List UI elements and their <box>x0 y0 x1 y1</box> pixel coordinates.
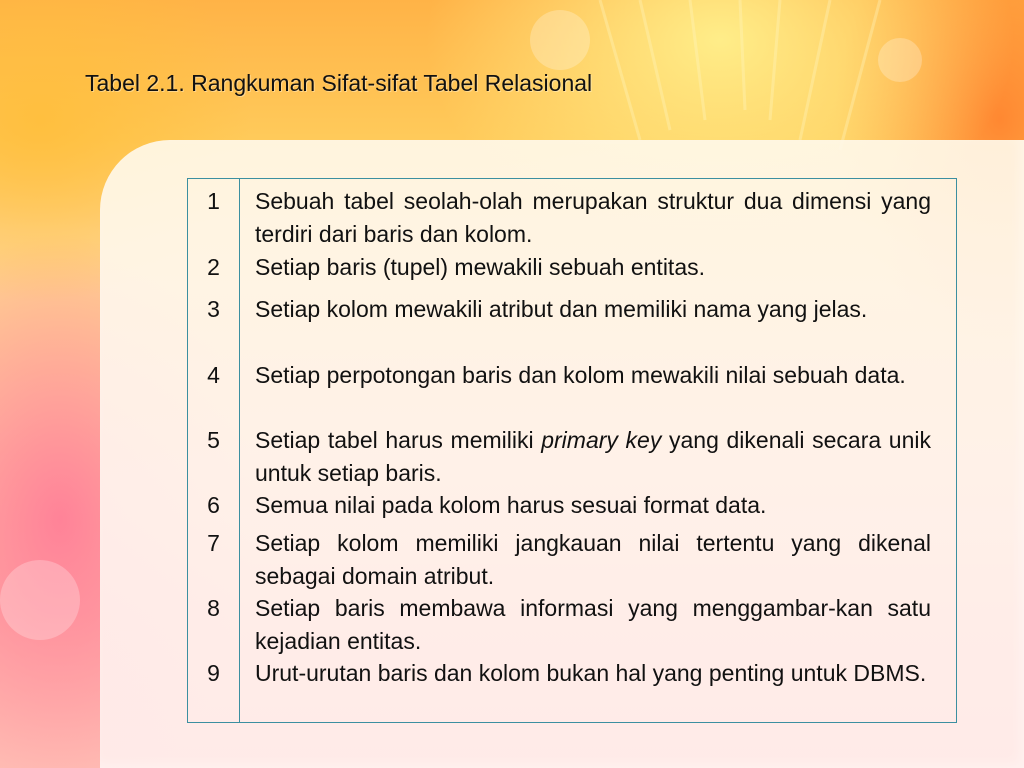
row-text: Sebuah tabel seolah-olah merupakan struktur dua dimensi yang terdiri dari baris dan kolom. <box>255 188 931 247</box>
row-number: 2 <box>207 254 220 280</box>
row-text: Setiap perpotongan baris dan kolom mewakili nilai sebuah data. <box>255 362 906 388</box>
page-title: Tabel 2.1. Rangkuman Sifat-sifat Tabel Relasional <box>85 70 593 96</box>
row-number: 1 <box>207 188 220 214</box>
row-number: 5 <box>207 427 220 453</box>
row-number: 4 <box>207 362 220 388</box>
column-divider <box>239 179 240 722</box>
row-text <box>255 424 931 490</box>
row-text: Setiap kolom mewakili atribut dan memiliki nama yang jelas. <box>255 296 868 322</box>
row-text: Setiap baris membawa informasi yang menggambar-kan satu kejadian entitas. <box>255 595 931 654</box>
row-text-part: yang dikenali secara unik untuk setiap baris. <box>255 427 931 486</box>
row-number: 9 <box>207 660 220 686</box>
row-text: Setiap baris (tupel) mewakili sebuah entitas. <box>255 254 706 280</box>
primary-key-term: primary key <box>541 427 662 453</box>
row-text-part: Setiap tabel harus memiliki <box>255 427 542 453</box>
row-text: Urut-urutan baris dan kolom bukan hal yang penting untuk DBMS. <box>255 660 927 686</box>
row-text: Setiap kolom memiliki jangkauan nilai tertentu yang dikenal sebagai domain atribut. <box>255 530 931 589</box>
row-text: Semua nilai pada kolom harus sesuai format data. <box>255 492 767 518</box>
properties-table <box>187 178 957 723</box>
row-number: 8 <box>207 595 220 621</box>
row-number: 7 <box>207 530 220 556</box>
row-number: 3 <box>207 296 220 322</box>
row-number: 6 <box>207 492 220 518</box>
